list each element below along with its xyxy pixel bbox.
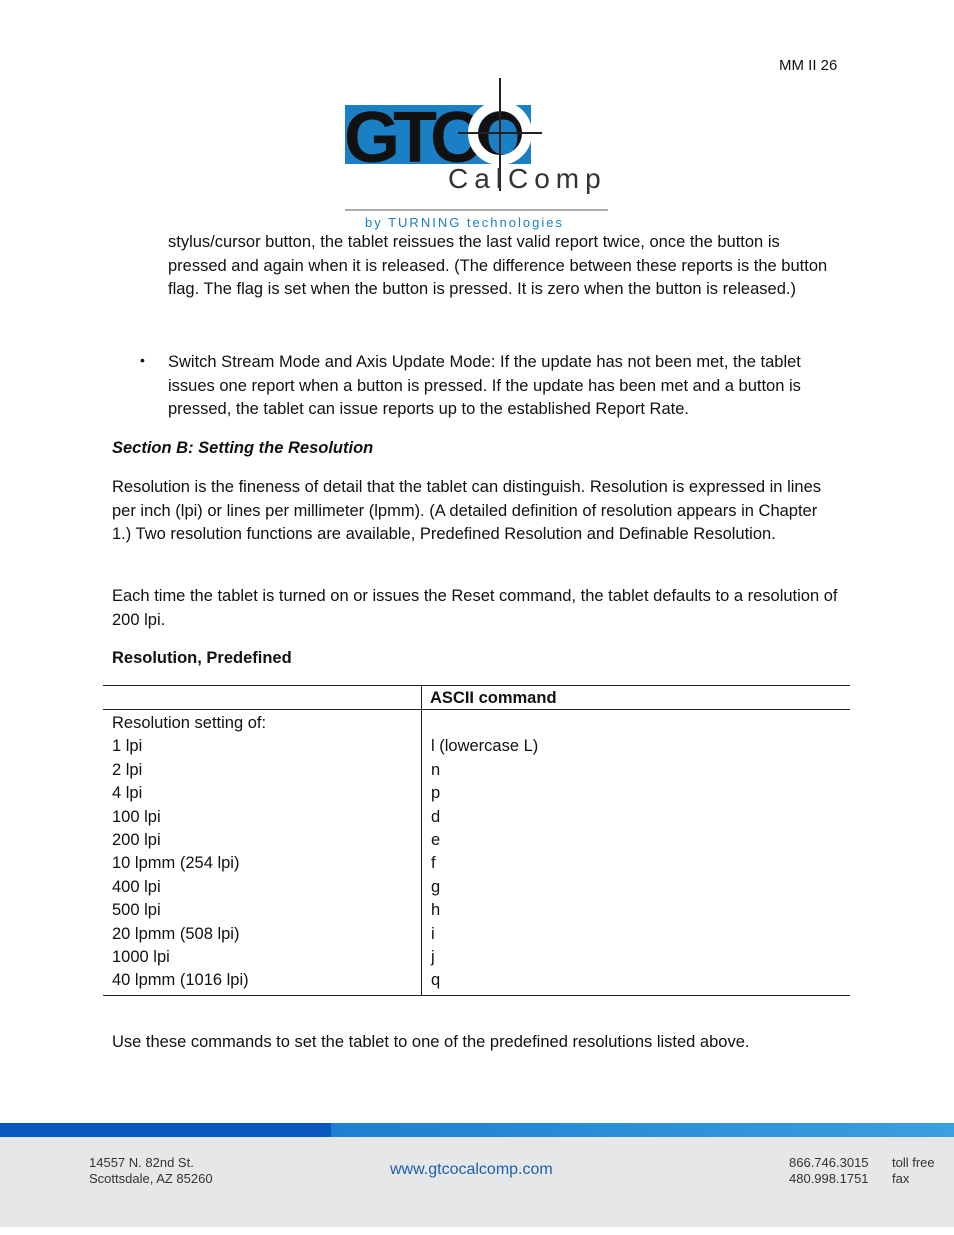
command-value: i [431,924,435,943]
setting-value: 40 lpmm (1016 lpi) [112,971,249,990]
command-value: f [431,854,436,873]
setting-label: Resolution setting of: [112,714,267,732]
table-header-left [103,686,422,710]
setting-value: 100 lpi [112,807,161,826]
command-value: p [431,784,441,803]
footer-color-bar [0,1123,954,1137]
label-fax: fax [892,1171,910,1186]
setting-value: 10 lpmm (254 lpi) [112,854,240,873]
page-footer [0,1123,954,1235]
table-header-right: ASCII command [422,686,851,710]
gtco-calcomp-logo [340,78,615,230]
command-value: q [431,971,441,990]
command-value: d [431,807,441,826]
resolution-table [103,685,850,996]
address-line-2: Scottsdale, AZ 85260 [89,1170,213,1186]
command-value: h [431,901,441,920]
command-value: l (lowercase L) [431,737,539,756]
closing-paragraph: Use these commands to set the tablet to one of the predefined resolutions listed above. [112,1033,750,1051]
footer-phones [789,1155,869,1187]
settings-cell [103,710,422,996]
subheading: Resolution, Predefined [112,649,292,667]
table-header-row [103,686,850,710]
setting-value: 1 lpi [112,737,143,756]
command-value: n [431,760,441,779]
setting-value: 400 lpi [112,877,161,896]
address-line-1: 14557 N. 82nd St. [89,1155,194,1170]
phone-fax: 480.998.1751 [789,1171,869,1186]
footer-phone-labels [892,1155,935,1187]
section-heading: Section B: Setting the Resolution [112,439,374,457]
setting-value: 200 lpi [112,831,161,850]
logo-sub-text: CalComp [448,163,607,194]
commands-cell [422,710,851,996]
page-number: MM II 26 [779,57,838,74]
footer-address [89,1155,213,1186]
bullet-text: Switch Stream Mode and Axis Update Mode: If the update has not been met, the tablet issues one report when a button is pressed. If the update has been met and a button is pressed, the tablet can issue reports up to the established Report Rate. [168,353,801,418]
table-row [103,710,850,996]
command-value: e [431,831,441,850]
bullet-icon: • [140,352,145,368]
command-value: j [431,948,435,967]
resolution-paragraph: Resolution is the fineness of detail that the tablet can distinguish. Resolution is expressed in lines per inch (lpi) or lines per millimeter (lpmm). (A detailed definition of resolution appears in Chapter 1.) Two resolution functions are available, Predefined Resolution and Definable Resolution. [112,478,822,543]
website-link[interactable]: www.gtcocalcomp.com [390,1161,553,1178]
default-paragraph: Each time the tablet is turned on or issues the Reset command, the tablet defaults to a resolution of 200 lpi. [112,587,838,629]
label-tollfree: toll free [892,1155,935,1170]
setting-value: 1000 lpi [112,948,170,967]
setting-value: 2 lpi [112,760,143,779]
command-value: g [431,877,441,896]
phone-tollfree: 866.746.3015 [789,1155,869,1170]
setting-value: 500 lpi [112,901,161,920]
logo-tagline: by TURNING technologies [365,215,564,230]
setting-value: 4 lpi [112,784,143,803]
setting-value: 20 lpmm (508 lpi) [112,924,240,943]
continued-paragraph: stylus/cursor button, the tablet reissues the last valid report twice, once the button is pressed and again when it is released. (The difference between these reports is the button flag. The flag is set when the button is pressed. It is zero when the button is released.) [168,233,828,298]
logo-brand-text: GTCO [344,98,524,178]
